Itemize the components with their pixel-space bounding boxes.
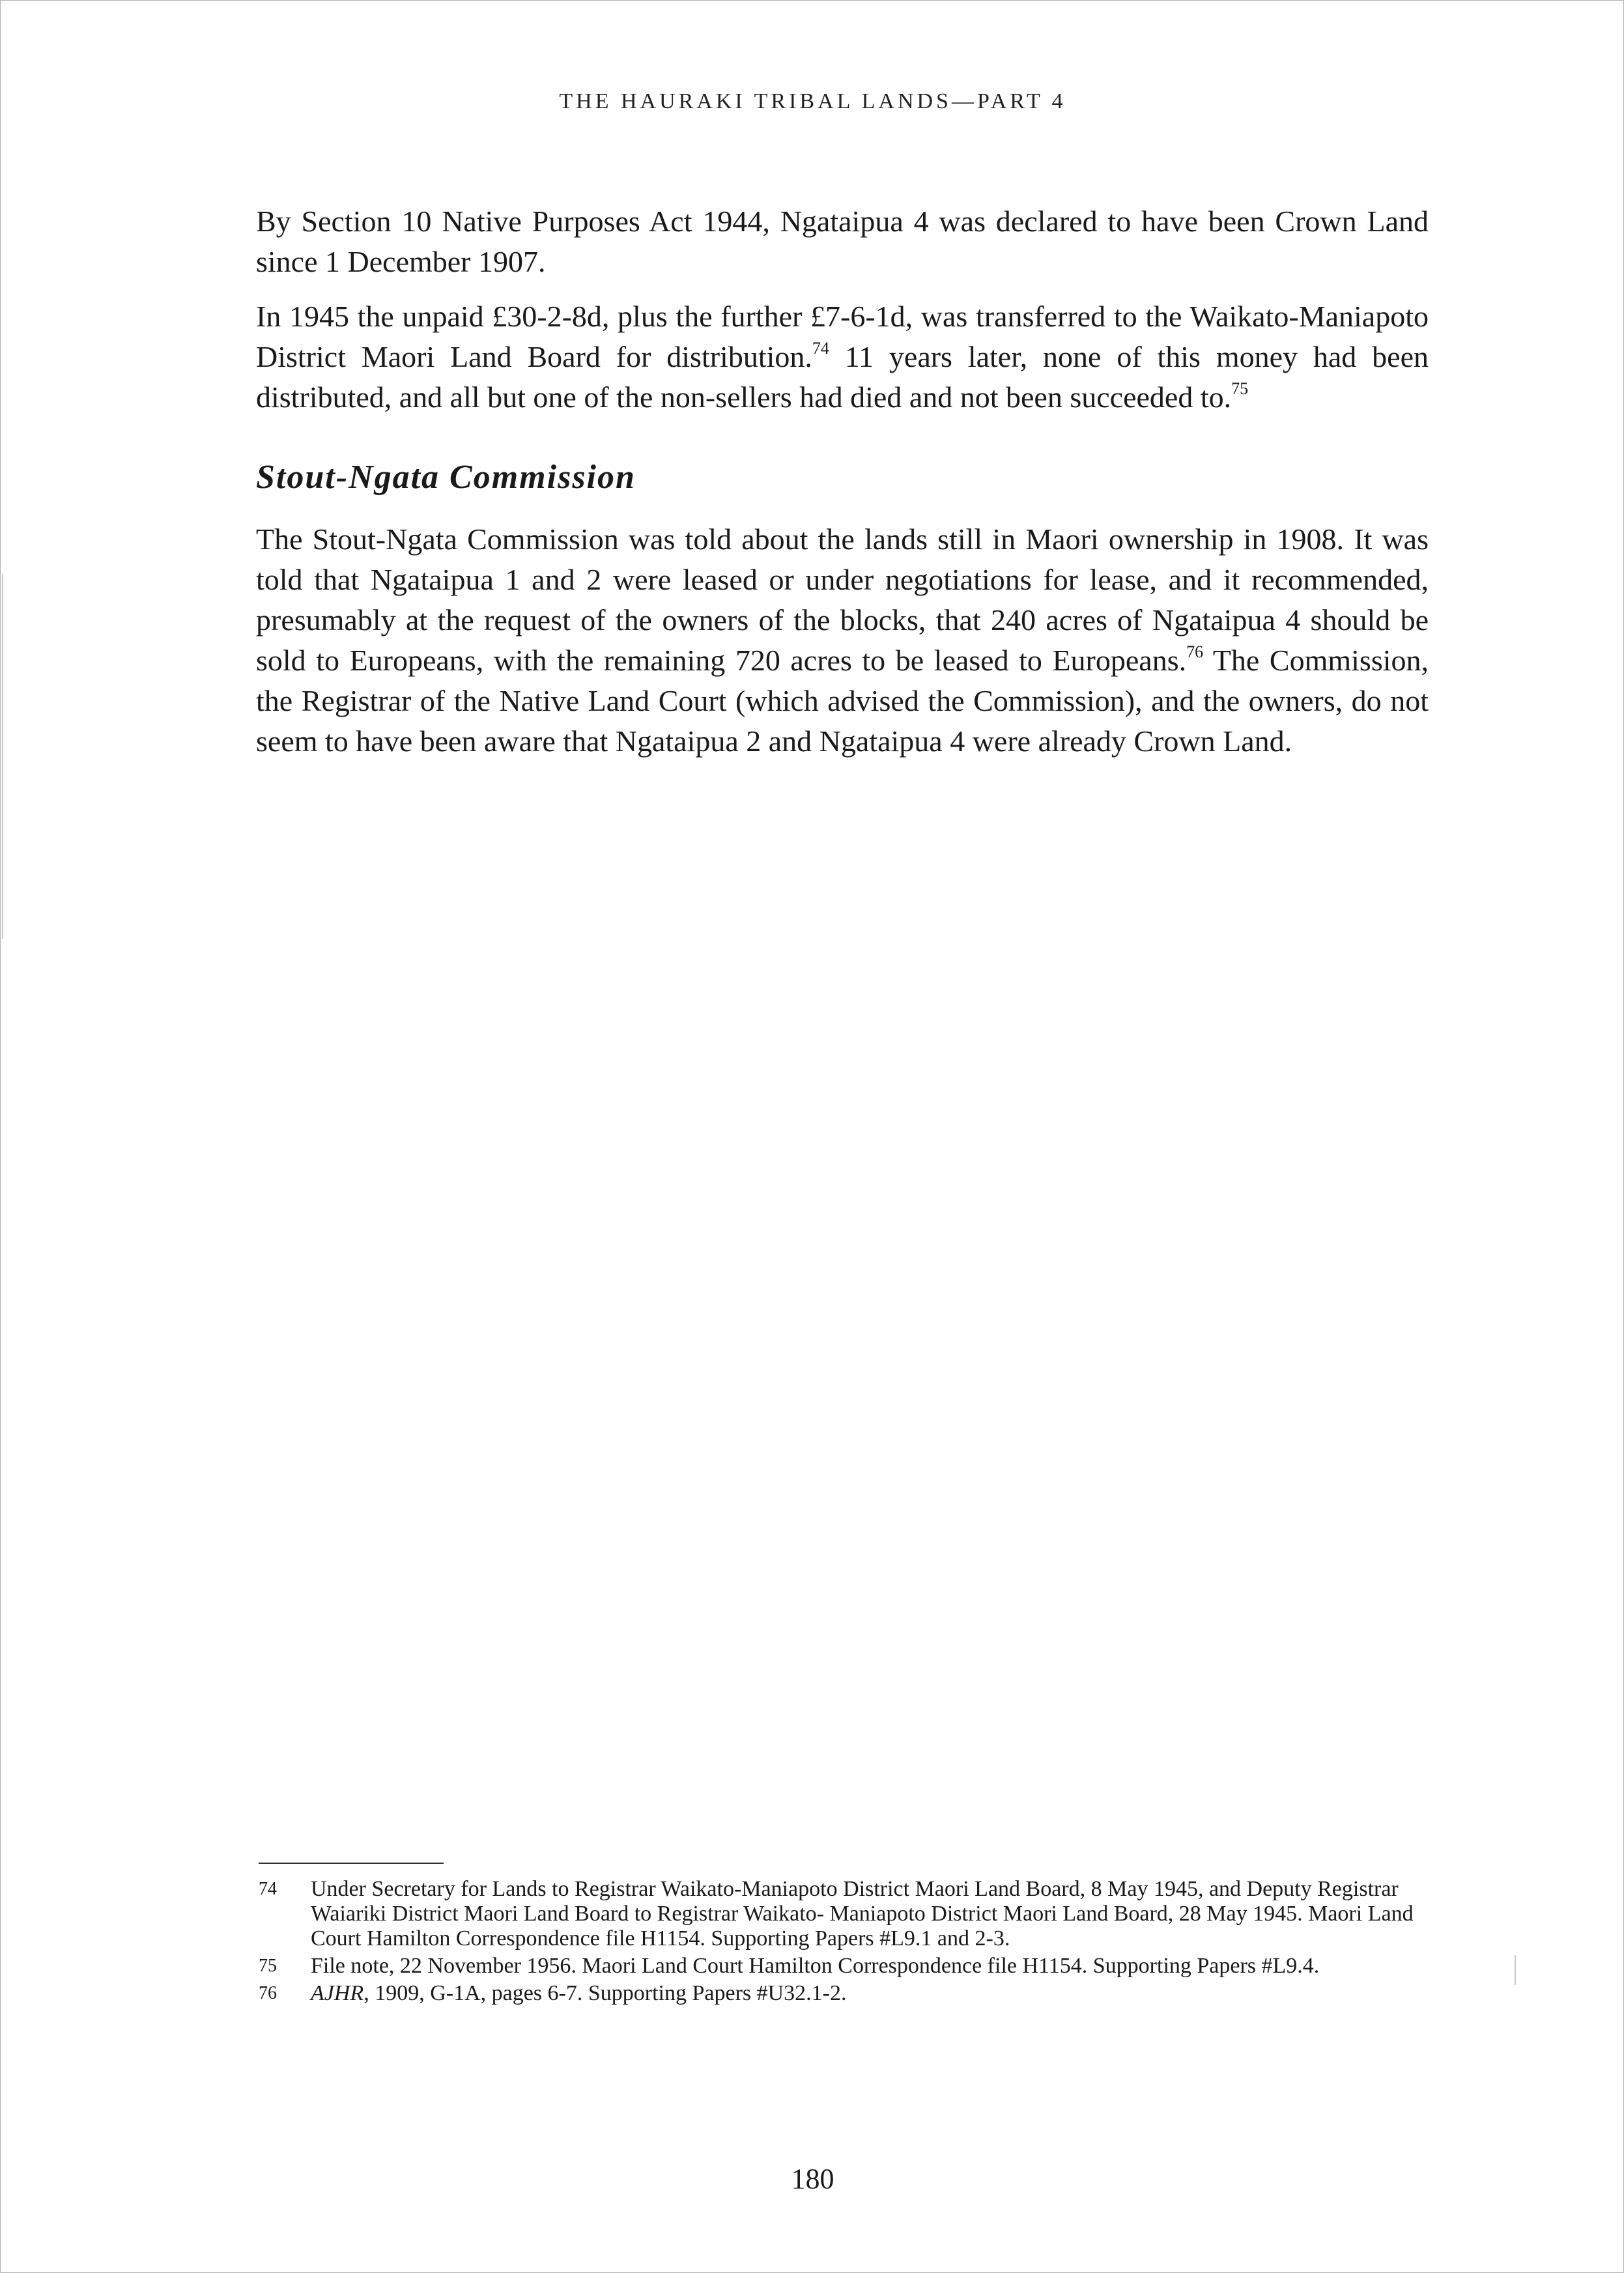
paragraph-2-text-b: 11 years later, none of this money had been distributed, and all but one of the non-sellers had died and not been succeeded to. <box>256 340 1429 414</box>
footnote-75 <box>259 1954 1431 1979</box>
footnote-number: 74 <box>259 1879 277 1899</box>
running-head: THE HAURAKI TRIBAL LANDS—PART 4 <box>559 89 1066 113</box>
footnote-ref-74: 74 <box>812 339 829 358</box>
section-heading: Stout-Ngata Commission <box>256 459 636 496</box>
paragraph-2-text-a: In 1945 the unpaid £30-2-8d, plus the further £7-6-1d, was transferred to the Waikato-Maniapoto District Maori Land Board for distribution. <box>256 300 1429 373</box>
footnote-text: File note, 22 November 1956. Maori Land Court Hamilton Correspondence file H1154. Supporting Papers #L9.4. <box>311 1954 1320 1978</box>
paragraph-3-text-a: The Stout-Ngata Commission was told about the lands still in Maori ownership in 1908. It was told that Ngataipua 1 and 2 were leased or under negotiations for lease, and it recommended, presumably at the request of the owners of the blocks, that 240 acres of Ngataipua 4 should be sold to Europeans, with the remaining 720 acres to be leased to Europeans. <box>256 522 1429 677</box>
footnote-rule <box>259 1863 444 1864</box>
footnote-text-italic: AJHR <box>311 1981 364 2005</box>
footnote-ref-76: 76 <box>1186 642 1204 661</box>
paragraph-3-text-b: The Commission, the Registrar of the Native Land Court (which advised the Commission), and the owners, do not seem to have been aware that Ngataipua 2 and Ngataipua 4 were already Crown Land. <box>256 644 1429 758</box>
scan-artifact-left <box>2 574 3 939</box>
footnote-text <box>311 1981 1431 2006</box>
footnote-number: 76 <box>259 1983 277 2003</box>
paragraph-2 <box>256 296 1429 418</box>
footnote-number: 75 <box>259 1956 277 1976</box>
footnote-text-rest: , 1909, G-1A, pages 6-7. Supporting Papers #U32.1-2. <box>363 1981 847 2005</box>
scan-artifact-right <box>1515 1955 1516 1985</box>
footnotes <box>259 1877 1431 2009</box>
paragraph-3 <box>256 519 1429 762</box>
page-number: 180 <box>791 2163 834 2195</box>
footnote-ref-75: 75 <box>1231 379 1249 398</box>
footnote-text: Under Secretary for Lands to Registrar Waikato-Maniapoto District Maori Land Board, 8 May 1945, and Deputy Registrar Waiariki District Maori Land Board to Registrar Waikato- Maniapoto District Maori Land Board, 28 May 1945. Maori Land Court Hamilton Correspondence file H1154. Supporting Papers #L9.1 and 2-3. <box>311 1877 1414 1951</box>
footnote-74 <box>259 1877 1431 1951</box>
footnote-76 <box>259 1981 1431 2006</box>
paragraph-1: By Section 10 Native Purposes Act 1944, Ngataipua 4 was declared to have been Crown Land since 1 December 1907. <box>256 205 1429 278</box>
